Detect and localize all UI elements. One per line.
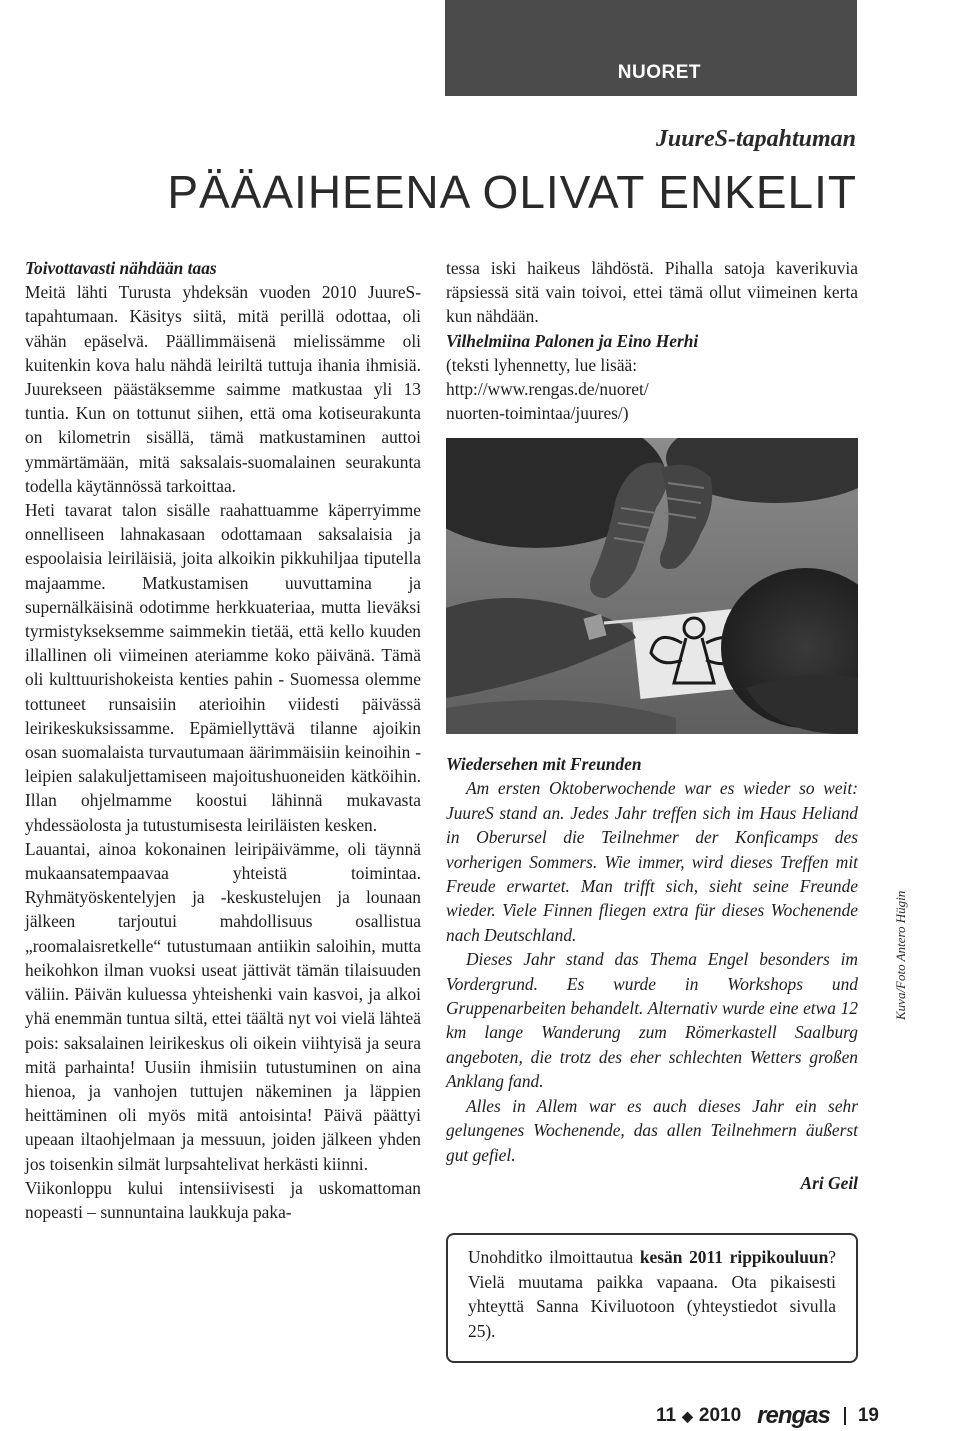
notice-bold: kesän 2011 rippikouluun <box>639 1247 829 1267</box>
note-link-line-2[interactable]: nuorten-toimintaa/juures/) <box>446 403 629 424</box>
article-kicker: JuureS-tapahtuman <box>655 126 856 152</box>
issue-year: 2010 <box>698 1405 742 1426</box>
subheading: Toivottavasti nähdään taas <box>25 258 217 278</box>
note-line-1: (teksti lyhennetty, lue lisää: <box>446 354 638 375</box>
right-column-top <box>446 256 858 425</box>
photo-credit: Kuva/Foto Antero Hügin <box>893 890 908 1020</box>
issue-number: 11 <box>656 1405 677 1426</box>
magazine-logo: rengas <box>757 1402 830 1429</box>
continuation-paragraph: tessa iski haikeus lähdöstä. Pihalla satoja kaverikuvia räpsiessä sitä vain toivoi, ettei tämä ollut viimeinen kerta kun nähdään. <box>446 258 858 327</box>
section-label: NUORET <box>617 62 701 83</box>
notice-text-start: Unohditko ilmoittautua <box>468 1247 640 1267</box>
notice-text <box>468 1245 836 1343</box>
note-link-line-1[interactable]: http://www.rengas.de/nuoret/ <box>446 379 649 400</box>
photo-illustration <box>446 438 858 734</box>
german-summary <box>446 752 858 1195</box>
diamond-icon: ◆ <box>682 1407 693 1424</box>
german-heading: Wiedersehen mit Freunden <box>446 754 642 774</box>
finnish-authors: Vilhelmiina Palonen ja Eino Herhi <box>446 330 699 351</box>
section-tab <box>445 0 857 96</box>
german-author: Ari Geil <box>800 1172 858 1193</box>
page-footer <box>656 1402 879 1430</box>
confirmation-notice-box <box>446 1233 858 1363</box>
paragraph-3: Lauantai, ainoa kokonainen leiripäivämme, oli täynnä mukaansatempaavaa yhteistä toimintaa. Ryhmätyöskentelyjen ja -keskustelujen ja lounaan jälkeen tarjoutui mahdollisuus osallistua „roomalaisretkelle“ tutustumaan antiikin saloihin, mutta heikohkon ilman vuoksi useat jättivät tämän tilaisuuden väliin. Päivän kuluessa yhteishenki vain kasvoi, ja alkoi yhä enemmän tuntua siltä, ettei täältä nyt voi vielä lähteä pois: saksalainen leirikeskus oli oikein viihtyisä ja seura mitä parhainta! Uusiin ihmisiin tutustuminen on aina hienoa, ja vanhojen tuttujen näkeminen ja läppien heittäminen oli myös mitä antoisinta! Päivä päättyi upeaan iltaohjelmaan ja messuun, joiden jälkeen yhden jos toisenkin silmät lurpsahtelivat herkästi kiinni. <box>25 838 421 1174</box>
page-number: 19 <box>857 1405 879 1426</box>
footer-divider <box>844 1407 846 1425</box>
article-photo <box>446 438 858 734</box>
left-column <box>25 256 421 1224</box>
paragraph-1: Meitä lähti Turusta yhdeksän vuoden 2010 JuureS-tapahtumaan. Käsitys siitä, mitä perillä odottaa, oli vähän epäselvä. Päällimmäisenä mielissämme oli kuitenkin kova halu nähdä leiriltä tuttuja ihania ihmisiä. Juurekseen päästäksemme saimme matkustaa yli 13 tuntia. Kun on tottunut siihen, että oma kotiseurakunta on kilometrin sisällä, tämä matkustaminen auttoi ymmärtämään, mitä saksalais-suomalainen seurakunta todella käytännössä tarkoittaa. <box>25 282 421 496</box>
german-paragraph-1: Am ersten Oktoberwochende war es wieder so weit: JuureS stand an. Jedes Jahr treffen sich im Haus Heliand in Oberursel die Teilnehmer der Konficamps des vorherigen Sommers. Wie immer, wird dieses Treffen mit Freude erwartet. Man trifft sich, sieht seine Freunde wieder. Viele Finnen fliegen extra für dieses Wochenende nach Deutschland. <box>446 778 858 945</box>
paragraph-2: Heti tavarat talon sisälle raahattuamme käperryimme onnelliseen lahnakasaan odottamaan saksalaisia ja espoolaisia leiriläisiä, joita alkoikin pikkuhiljaa tiputella majaamme. Matkustamisen uuvuttamina ja supernälkäisinä odotimme herkkuateriaa, mutta lieväksi tyrmistykseksemme saimmekin tietää, että kello kuuden illallinen oli viimeinen ateriamme koko päivänä. Tämä oli kulttuurishokeista kenties pahin - Suomessa olemme tottuneet runsaisiin aterioihin viidesti päivässä leirikeskuksissamme. Epämiellyttävä tilanne ajoikin osan suomalaista turvautumaan äärimmäisiin keinoihin - leipien salakuljettamiseen majoitushuoneiden kätköihin. Illan ohjelmamme koostui lähinnä mukavasta yhdessäolosta ja tutustumisesta leiriläisten kesken. <box>25 500 421 835</box>
german-paragraph-2: Dieses Jahr stand das Thema Engel besonders im Vordergrund. Es wurde in Workshops und Gruppenarbeiten behandelt. Alternativ wurde eine etwa 12 km lange Wanderung zum Römerkastell Saalburg angeboten, die trotz des eher schlechten Wetters großen Anklang fand. <box>446 949 858 1092</box>
notice-text-end: ? Vielä muutama paikka vapaana. Ota pikaisesti yhteyttä Sanna Kiviluotoon (yhteystiedot sivulla 25). <box>468 1247 836 1341</box>
german-paragraph-3: Alles in Allem war es auch dieses Jahr ein sehr gelungenes Wochenende, das allen Teilnehmern äußerst gut gefiel. <box>446 1095 858 1165</box>
paragraph-4: Viikonloppu kului intensiivisesti ja uskomattoman nopeasti – sunnuntaina laukkuja paka- <box>25 1177 421 1222</box>
article-headline: PÄÄAIHEENA OLIVAT ENKELIT <box>167 166 857 218</box>
